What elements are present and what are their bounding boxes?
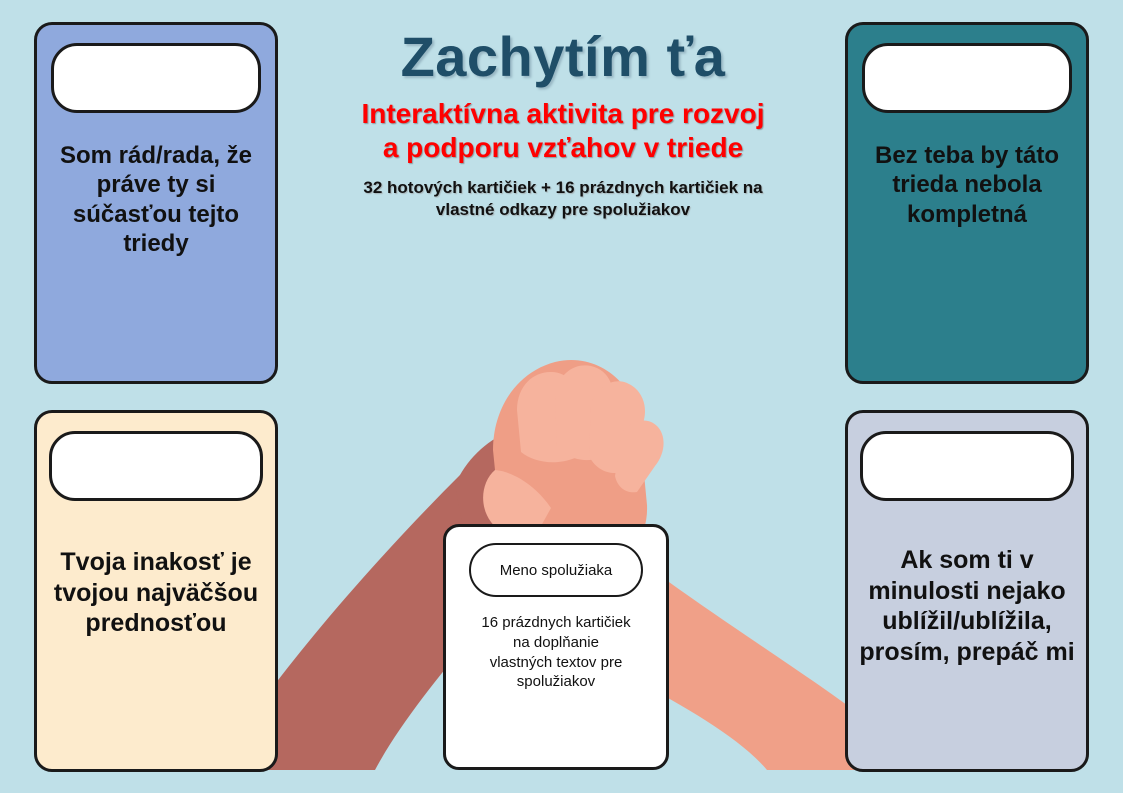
poster-subtitle-line1: Interaktívna aktivita pre rozvoj — [361, 97, 765, 129]
card-bottom-right[interactable] — [845, 410, 1089, 772]
card-top-left-text: Som rád/rada, že práve ty si súčasťou tejto triedy — [59, 142, 253, 257]
card-bottom-right-blank-oval — [860, 431, 1074, 501]
card-center-name-label: Meno spolužiaka — [499, 561, 613, 579]
card-center-name-oval — [469, 543, 643, 597]
card-center-blank-template[interactable] — [443, 524, 669, 770]
card-top-left[interactable] — [34, 22, 278, 384]
card-top-right[interactable] — [845, 22, 1089, 384]
poster-subtitle — [283, 97, 843, 165]
card-bottom-left-text: Tvoja inakosť je tvojou najväčšou prednosťou — [53, 548, 259, 637]
title-block — [283, 25, 843, 221]
card-top-left-blank-oval — [51, 43, 261, 113]
poster-subtitle-line2: a podporu vzťahov v triede — [382, 131, 744, 163]
card-bottom-right-text: Ak som ti v minulosti nejako ublížil/ublížila, prosím, prepáč mi — [859, 546, 1075, 666]
poster-title: Zachytím ťa — [400, 25, 726, 88]
poster-description: 32 hotových kartičiek + 16 prázdnych kartičiek na vlastné odkazy pre spolužiakov — [363, 178, 763, 220]
card-bottom-left[interactable] — [34, 410, 278, 772]
card-top-right-blank-oval — [862, 43, 1072, 113]
card-center-text: 16 prázdnych kartičiek na doplňanie vlastných textov pre spolužiakov — [481, 614, 631, 691]
card-top-right-text: Bez teba by táto trieda nebola kompletná — [874, 142, 1060, 228]
card-bottom-left-blank-oval — [49, 431, 263, 501]
